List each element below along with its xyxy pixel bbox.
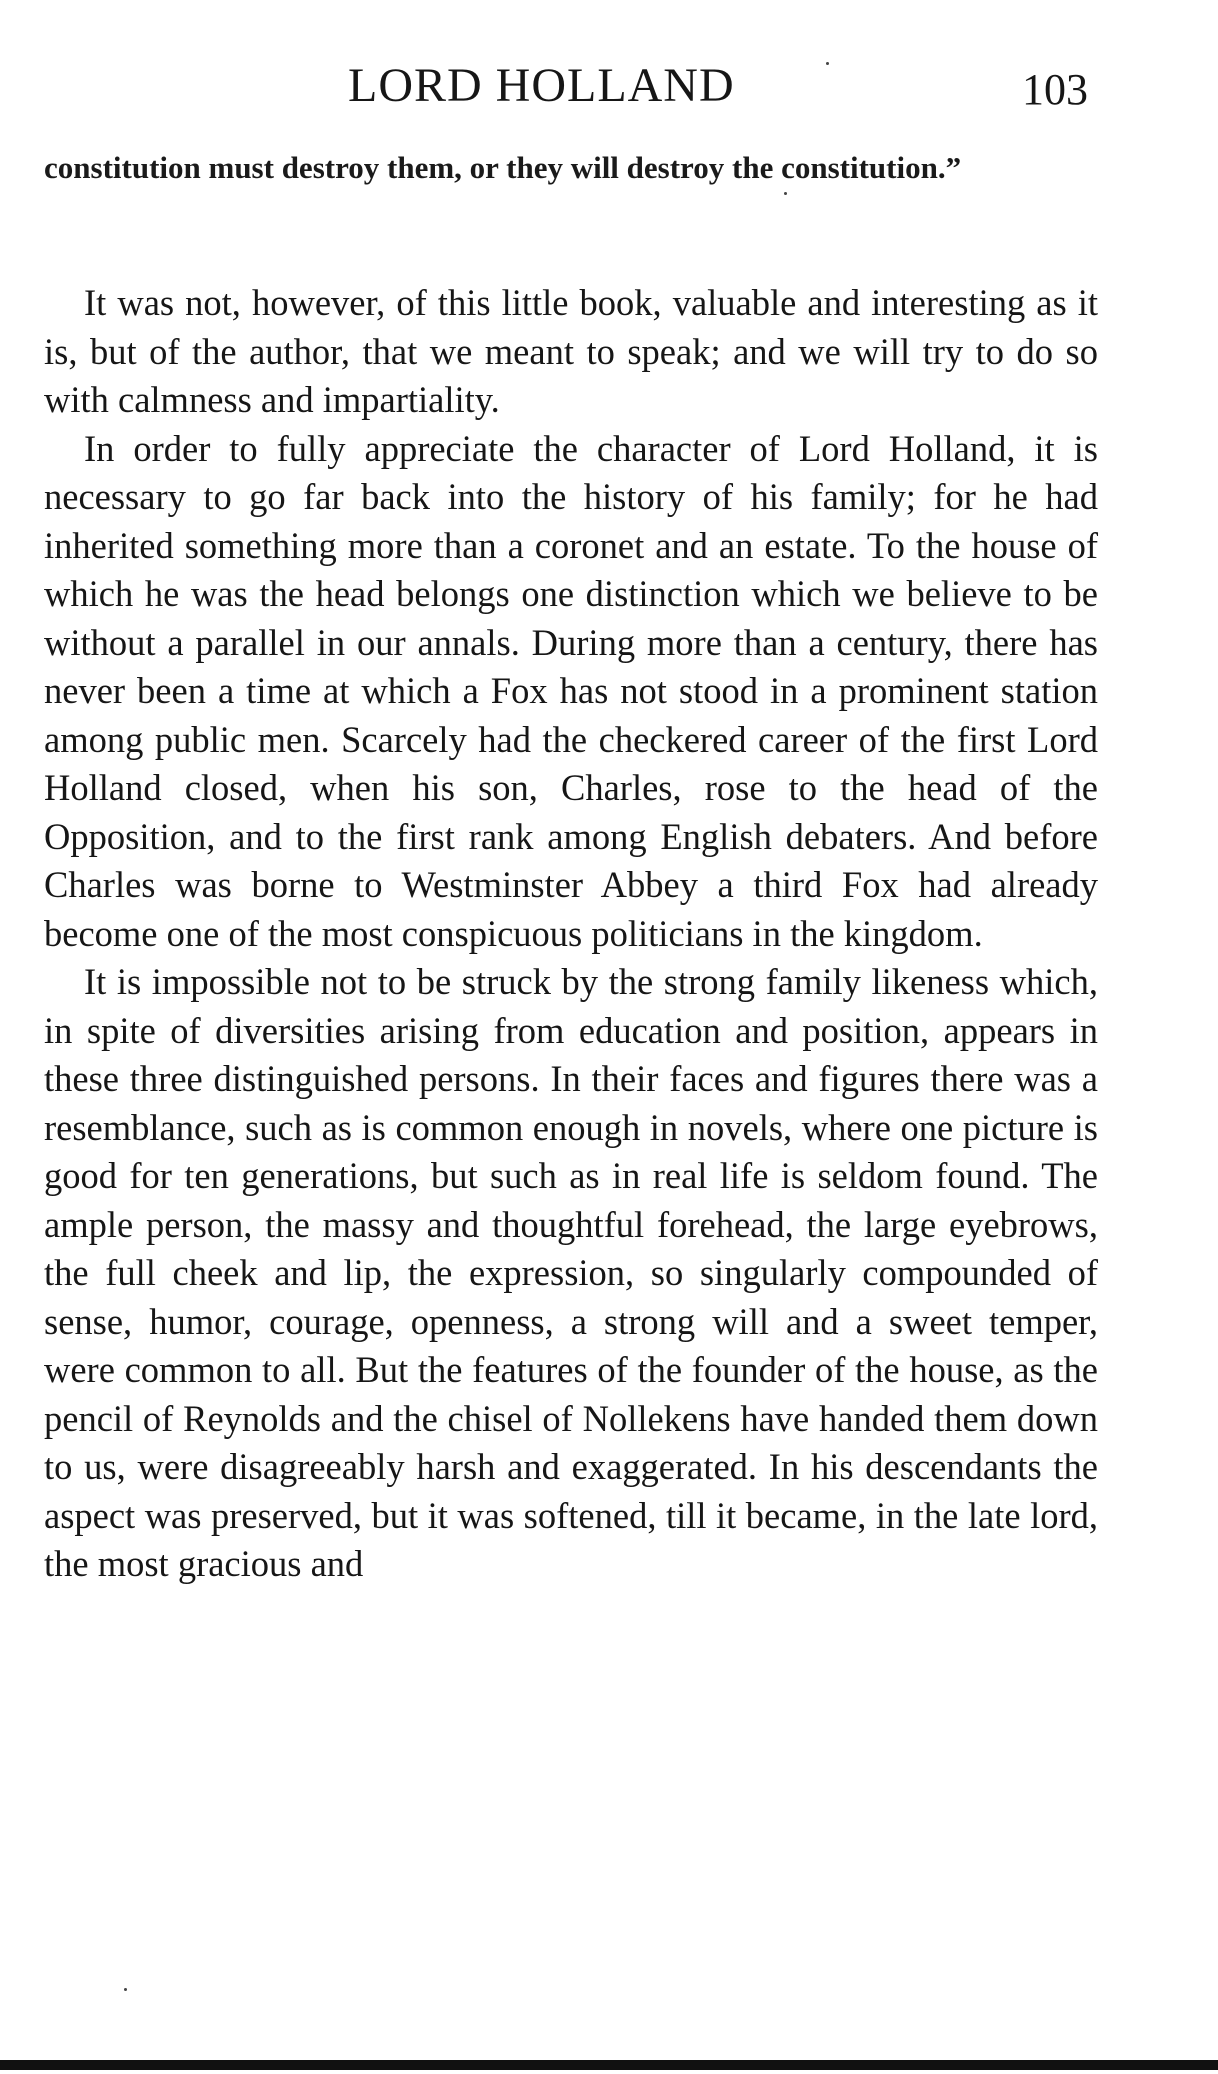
running-head: [0, 58, 1218, 118]
quote-continuation: constitution must destroy them, or they will destroy the constitution.”: [44, 150, 962, 185]
print-speck: [826, 62, 829, 65]
page-bottom-rule: [0, 2060, 1218, 2070]
print-speck: [784, 192, 787, 195]
body-text: [44, 279, 1098, 1589]
paragraph: It was not, however, of this little book, valuable and interesting as it is, but of the author, that we meant to speak; and we will try to do so with calmness and impartiality.: [44, 282, 1098, 420]
running-head-title: LORD HOLLAND: [348, 59, 735, 112]
page-number: 103: [1022, 65, 1088, 114]
paragraph: In order to fully appreciate the character of Lord Holland, it is necessary to go far back into the history of his family; for he had inherited something more than a coronet and an estate. To the house of which he was the head belongs one distinction which we believe to be without a parallel in our annals. During more than a century, there has never been a time at which a Fox has not stood in a prominent station among public men. Scarcely had the checkered career of the first Lord Holland closed, when his son, Charles, rose to the head of the Opposition, and to the first rank among English debaters. And before Charles was borne to Westminster Abbey a third Fox had already become one of the most conspicuous politicians in the kingdom.: [44, 427, 1098, 954]
print-speck: [124, 1988, 127, 1991]
paragraph: It is impossible not to be struck by the strong family likeness which, in spite of diversities arising from education and position, appears in these three distinguished persons. In their faces and figures there was a resemblance, such as is common enough in novels, where one picture is good for ten generations, but such as in real life is seldom found. The ample person, the massy and thoughtful forehead, the large eyebrows, the full cheek and lip, the expression, so singularly compounded of sense, humor, courage, openness, a strong will and a sweet temper, were common to all. But the features of the founder of the house, as the pencil of Reynolds and the chisel of Nollekens have handed them down to us, were disagreeably harsh and exaggerated. In his descendants the aspect was preserved, but it was softened, till it became, in the late lord, the most gracious and: [44, 961, 1098, 1584]
